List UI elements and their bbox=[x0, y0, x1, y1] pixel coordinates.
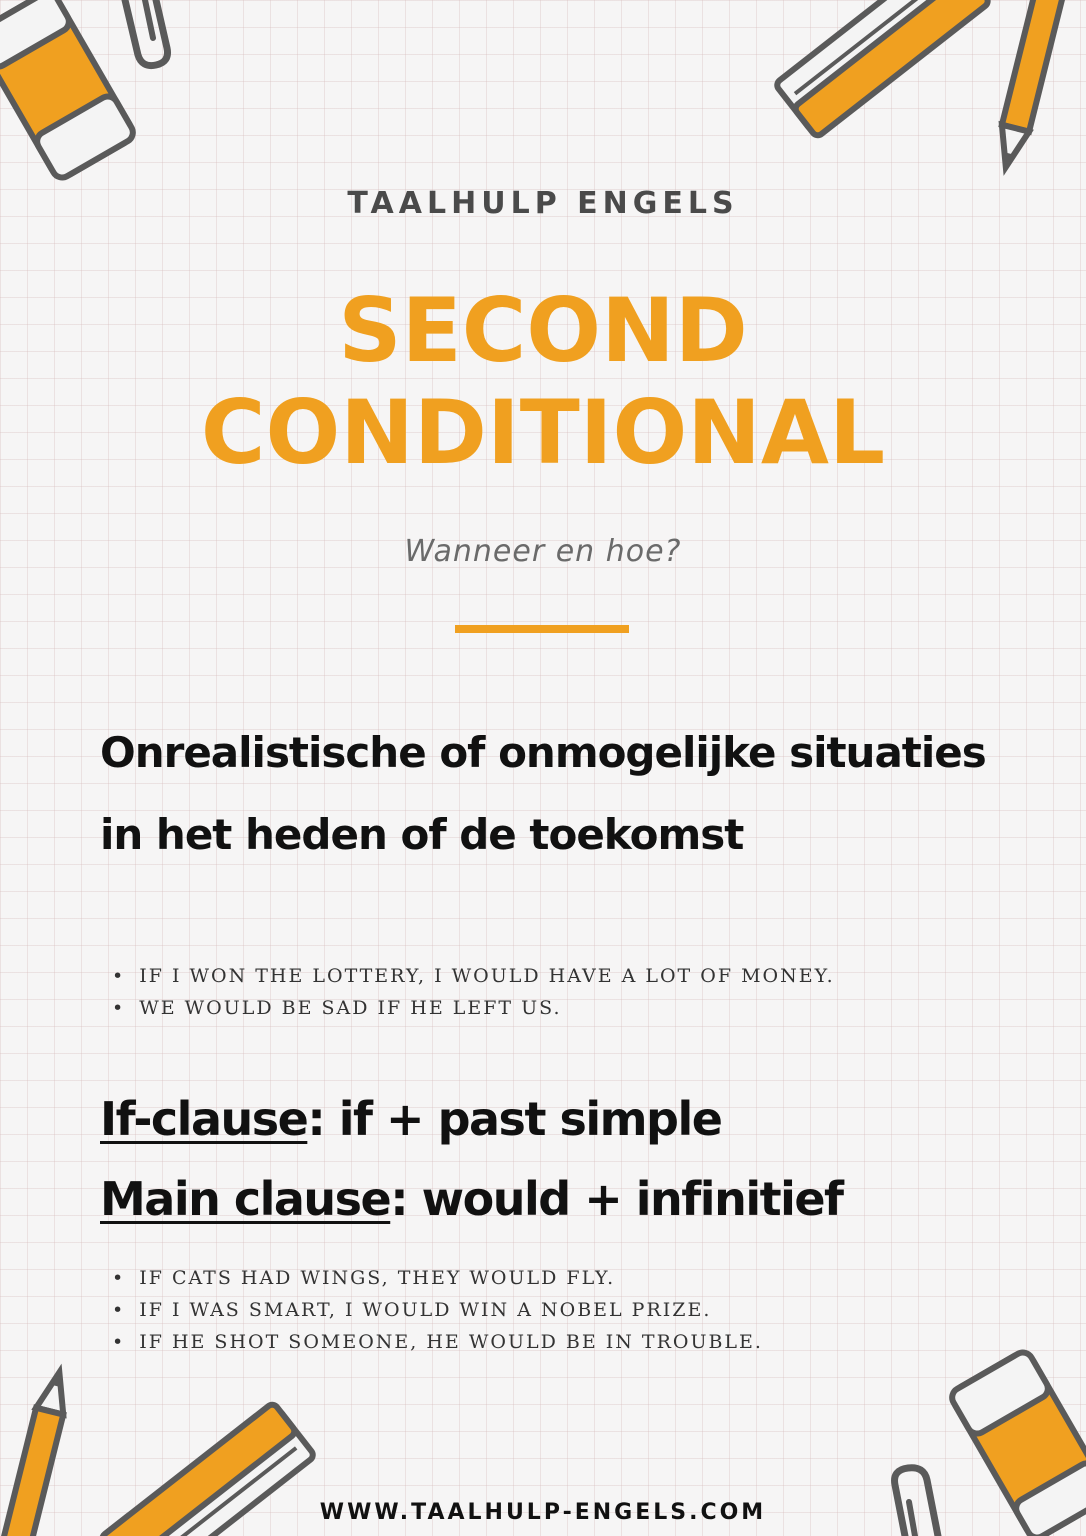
eraser-icon bbox=[0, 0, 136, 181]
example-list bbox=[112, 1262, 763, 1358]
example-item: • IF CATS HAD WINGS, THEY WOULD FLY. bbox=[112, 1262, 763, 1294]
book-icon bbox=[775, 0, 990, 138]
if-clause-label: If-clause bbox=[100, 1092, 308, 1146]
main-clause-text: : would + infinitief bbox=[390, 1172, 843, 1226]
example-item: • IF HE SHOT SOMEONE, HE WOULD BE IN TROUBLE. bbox=[112, 1326, 763, 1358]
example-list bbox=[112, 960, 835, 1024]
section-heading: Onrealistische of onmogelijke situaties in het heden of de toekomst bbox=[100, 728, 986, 859]
title-line-1: SECOND bbox=[338, 279, 748, 382]
subtitle: Wanneer en hoe? bbox=[404, 534, 682, 569]
if-clause-rule bbox=[100, 1092, 721, 1146]
paperclip-icon bbox=[125, 0, 168, 66]
main-clause-rule bbox=[100, 1172, 843, 1226]
page-title bbox=[0, 280, 1086, 484]
pencil-icon bbox=[992, 0, 1065, 170]
title-line-2: CONDITIONAL bbox=[200, 381, 886, 484]
website-link[interactable]: WWW.TAALHULP-ENGELS.COM bbox=[319, 1500, 767, 1525]
divider bbox=[455, 625, 629, 633]
main-clause-label: Main clause bbox=[100, 1172, 391, 1226]
example-item: • IF I WON THE LOTTERY, I WOULD HAVE A LOT OF MONEY. bbox=[112, 960, 835, 992]
example-item: • WE WOULD BE SAD IF HE LEFT US. bbox=[112, 992, 835, 1024]
if-clause-text: : if + past simple bbox=[307, 1092, 722, 1146]
example-item: • IF I WAS SMART, I WOULD WIN A NOBEL PRIZE. bbox=[112, 1294, 763, 1326]
brand-label: TAALHULP ENGELS bbox=[347, 186, 739, 221]
